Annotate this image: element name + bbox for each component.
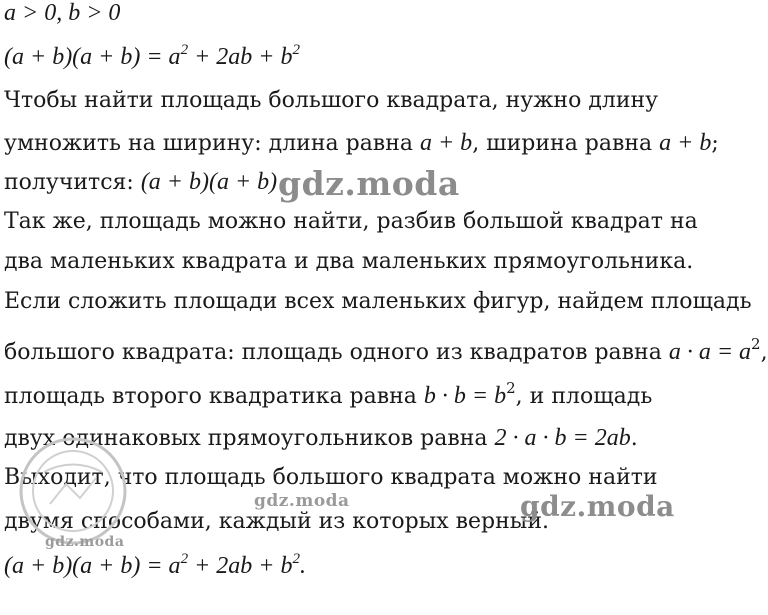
formula-line-final bbox=[4, 553, 306, 579]
text: Если сложить площади всех маленьких фигур, найдем площадь bbox=[4, 289, 752, 314]
inline-math: (a + b)(a + b) bbox=[140, 169, 278, 195]
text: Выходит, что площадь большого квадрата можно найти bbox=[4, 465, 658, 490]
formula-rhs: + 2ab + b bbox=[188, 553, 293, 579]
seal-watermark-icon bbox=[14, 432, 132, 550]
text: получится: bbox=[4, 170, 141, 195]
condition-line bbox=[4, 0, 120, 26]
text: большого квадрата: площадь одного из квадратов равна bbox=[4, 340, 669, 365]
exponent: 2 bbox=[180, 551, 189, 567]
watermark: gdz.moda bbox=[278, 164, 460, 203]
paragraph-line bbox=[4, 88, 658, 114]
text: двух одинаковых прямоугольников равна bbox=[4, 426, 495, 451]
exponent: 2 bbox=[751, 335, 761, 353]
text: два маленьких квадрата и два маленьких прямоугольника. bbox=[4, 249, 694, 274]
exponent: 2 bbox=[292, 42, 300, 58]
text: ; bbox=[711, 131, 719, 156]
text: площадь второго квадратика равна bbox=[4, 384, 424, 409]
text: Так же, площадь можно найти, разбив большой квадрат на bbox=[4, 209, 698, 234]
text: умножить на ширину: длина равна bbox=[4, 131, 420, 156]
exponent: 2 bbox=[506, 379, 516, 397]
paragraph-line bbox=[4, 289, 752, 315]
paragraph-line bbox=[4, 249, 693, 275]
paragraph-line bbox=[4, 130, 719, 157]
formula-line bbox=[4, 44, 300, 70]
paragraph-line bbox=[4, 209, 698, 235]
exponent: 2 bbox=[180, 42, 189, 58]
formula-lhs: (a + b)(a + b) = a bbox=[4, 553, 181, 579]
text: . bbox=[299, 553, 306, 579]
text: , и площадь bbox=[515, 384, 653, 409]
formula-lhs: (a + b)(a + b) = a bbox=[4, 44, 181, 70]
paragraph-line bbox=[4, 335, 768, 366]
paragraph-line bbox=[4, 379, 653, 410]
text: Чтобы найти площадь большого квадрата, нужно длину bbox=[4, 88, 659, 113]
inline-math: b · b = b bbox=[423, 383, 507, 409]
paragraph-line bbox=[4, 169, 277, 196]
inline-math: a · a = a bbox=[668, 339, 752, 365]
watermark: gdz.moda bbox=[254, 491, 350, 511]
inline-math: a + b bbox=[419, 130, 473, 156]
watermark: gdz.moda bbox=[45, 534, 125, 550]
text: , bbox=[760, 340, 768, 365]
inline-math: a + b bbox=[659, 130, 712, 156]
text: двумя способами, каждый из которых верный. bbox=[4, 509, 549, 534]
condition-text: a > 0, b > 0 bbox=[4, 0, 121, 26]
exponent: 2 bbox=[292, 551, 300, 567]
inline-math: 2 · a · b = 2ab bbox=[494, 425, 631, 451]
formula-rhs: + 2ab + b bbox=[188, 44, 293, 70]
text: . bbox=[630, 426, 638, 451]
text: , ширина равна bbox=[472, 131, 660, 156]
watermark: gdz.moda bbox=[520, 490, 675, 523]
